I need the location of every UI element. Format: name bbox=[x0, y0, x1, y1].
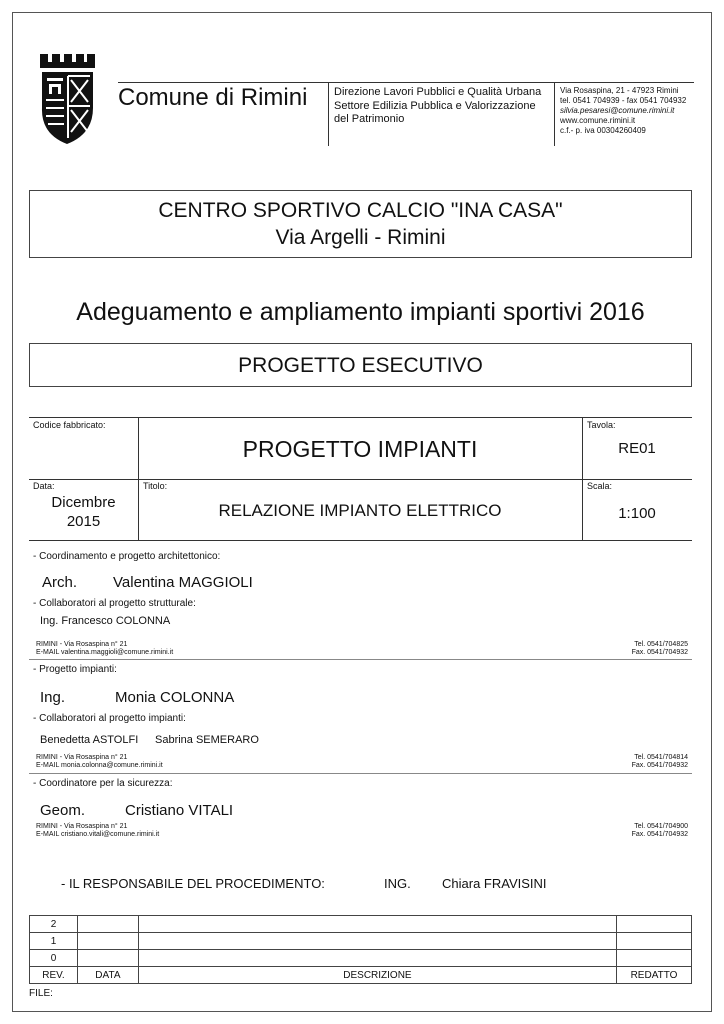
rup-label: - IL RESPONSABILE DEL PROCEDIMENTO: bbox=[61, 876, 325, 891]
imp-collab-1: Benedetta ASTOLFI bbox=[40, 734, 139, 746]
arch-tel: Tel. 0541/704825 bbox=[634, 641, 688, 648]
sic-name: Cristiano VITALI bbox=[125, 802, 234, 819]
tavola-label: Tavola: bbox=[587, 420, 616, 430]
department-line: Direzione Lavori Pubblici e Qualità Urbana bbox=[334, 86, 542, 98]
imp-name: Monia COLONNA bbox=[115, 689, 235, 706]
address-info bbox=[560, 86, 686, 136]
arch-address bbox=[36, 641, 173, 657]
date-header: DATA bbox=[77, 967, 138, 984]
arch-address-line: RIMINI - Via Rosaspina n° 21 bbox=[36, 641, 128, 648]
scala-label: Scala: bbox=[587, 481, 613, 491]
sic-tel: Tel. 0541/704900 bbox=[634, 823, 688, 830]
email-line: silvia.pesaresi@comune.rimini.it bbox=[560, 106, 675, 115]
header-divider-1 bbox=[328, 82, 329, 146]
sic-heading: - Coordinatore per la sicurezza: bbox=[33, 778, 173, 789]
imp-title: Ing. bbox=[40, 689, 66, 706]
data-label: Data: bbox=[33, 481, 55, 491]
rev-number: 0 bbox=[30, 950, 78, 967]
project-location: Via Argelli - Rimini bbox=[275, 226, 446, 249]
rev-author bbox=[617, 916, 692, 933]
sic-address-line: RIMINI - Via Rosaspina n° 21 bbox=[36, 823, 128, 830]
department-line: Settore Edilizia Pubblica e Valorizzazione bbox=[334, 99, 536, 112]
rev-date bbox=[77, 950, 138, 967]
arch-heading: - Coordinamento e progetto architettonico: bbox=[33, 551, 221, 562]
imp-collab-heading: - Collaboratori al progetto impianti: bbox=[33, 713, 186, 724]
rev-number: 1 bbox=[30, 933, 78, 950]
project-phase: PROGETTO ESECUTIVO bbox=[238, 354, 483, 377]
revision-table bbox=[29, 915, 692, 984]
rev-date bbox=[77, 916, 138, 933]
rev-description bbox=[138, 950, 616, 967]
file-label: FILE: bbox=[29, 988, 53, 999]
rup-title: ING. bbox=[384, 876, 411, 891]
sic-email: E-MAIL cristiano.vitali@comune.rimini.it bbox=[36, 831, 160, 838]
phone-line: tel. 0541 704939 - fax 0541 704932 bbox=[560, 96, 687, 105]
sic-address bbox=[36, 823, 159, 839]
table-row bbox=[30, 933, 692, 950]
date-month: Dicembre bbox=[51, 494, 116, 511]
section-divider bbox=[29, 773, 692, 774]
main-title: PROGETTO IMPIANTI bbox=[242, 436, 478, 462]
section-divider bbox=[29, 659, 692, 660]
titolo-label: Titolo: bbox=[143, 481, 168, 491]
rup-name: Chiara FRAVISINI bbox=[442, 876, 547, 891]
city-name: Comune di Rimini bbox=[118, 84, 308, 111]
description-header: DESCRIZIONE bbox=[138, 967, 616, 984]
rev-author bbox=[617, 933, 692, 950]
imp-contacts bbox=[600, 754, 688, 770]
titolo-value: RELAZIONE IMPIANTO ELETTRICO bbox=[218, 501, 502, 520]
rev-author bbox=[617, 950, 692, 967]
table-row bbox=[30, 950, 692, 967]
strut-name: Ing. Francesco COLONNA bbox=[40, 615, 171, 627]
table-row bbox=[30, 916, 692, 933]
date-value bbox=[29, 493, 138, 531]
sic-title: Geom. bbox=[40, 802, 86, 819]
arch-title: Arch. bbox=[42, 574, 78, 591]
scala-value: 1:100 bbox=[618, 505, 656, 522]
address-line: Via Rosaspina, 21 - 47923 Rimini bbox=[560, 86, 679, 95]
tax-code-line: c.f.- p. iva 00304260409 bbox=[560, 126, 646, 135]
arch-name: Valentina MAGGIOLI bbox=[113, 574, 253, 591]
titleblock-bottom-rule bbox=[29, 540, 692, 541]
author-header: REDATTO bbox=[617, 967, 692, 984]
imp-tel: Tel. 0541/704814 bbox=[634, 754, 688, 761]
table-header-row bbox=[30, 967, 692, 984]
arch-email: E-MAIL valentina.maggioli@comune.rimini.it bbox=[36, 649, 174, 656]
sic-fax: Fax. 0541/704932 bbox=[631, 831, 688, 838]
date-year: 2015 bbox=[66, 513, 101, 530]
titleblock-top-rule bbox=[29, 417, 692, 418]
titleblock-mid-rule bbox=[29, 479, 692, 480]
project-subtitle: Adeguamento e ampliamento impianti sportivi 2016 bbox=[76, 298, 645, 326]
arch-fax: Fax. 0541/704932 bbox=[631, 649, 688, 656]
codice-label: Codice fabbricato: bbox=[33, 420, 106, 430]
header-divider-2 bbox=[554, 82, 555, 146]
department-info bbox=[334, 86, 541, 127]
imp-address-line: RIMINI - Via Rosaspina n° 21 bbox=[36, 754, 128, 761]
rev-header: REV. bbox=[30, 967, 78, 984]
strut-heading: - Collaboratori al progetto strutturale: bbox=[33, 598, 196, 609]
sic-contacts bbox=[600, 823, 688, 839]
imp-fax: Fax. 0541/704932 bbox=[631, 762, 688, 769]
imp-heading: - Progetto impianti: bbox=[33, 664, 117, 675]
imp-collab-2: Sabrina SEMERARO bbox=[155, 734, 259, 746]
project-name-box bbox=[29, 190, 692, 258]
phase-box bbox=[29, 343, 692, 387]
arch-contacts bbox=[600, 641, 688, 657]
imp-address bbox=[36, 754, 163, 770]
project-name: CENTRO SPORTIVO CALCIO "INA CASA" bbox=[158, 199, 563, 222]
rev-date bbox=[77, 933, 138, 950]
rev-number: 2 bbox=[30, 916, 78, 933]
rev-description bbox=[138, 933, 616, 950]
rimini-crest-logo bbox=[38, 48, 96, 146]
imp-email: E-MAIL monia.colonna@comune.rimini.it bbox=[36, 762, 163, 769]
header-rule bbox=[118, 82, 694, 83]
department-line: del Patrimonio bbox=[334, 113, 405, 125]
tavola-value: RE01 bbox=[618, 440, 656, 457]
rev-description bbox=[138, 916, 616, 933]
website-line: www.comune.rimini.it bbox=[560, 116, 636, 125]
